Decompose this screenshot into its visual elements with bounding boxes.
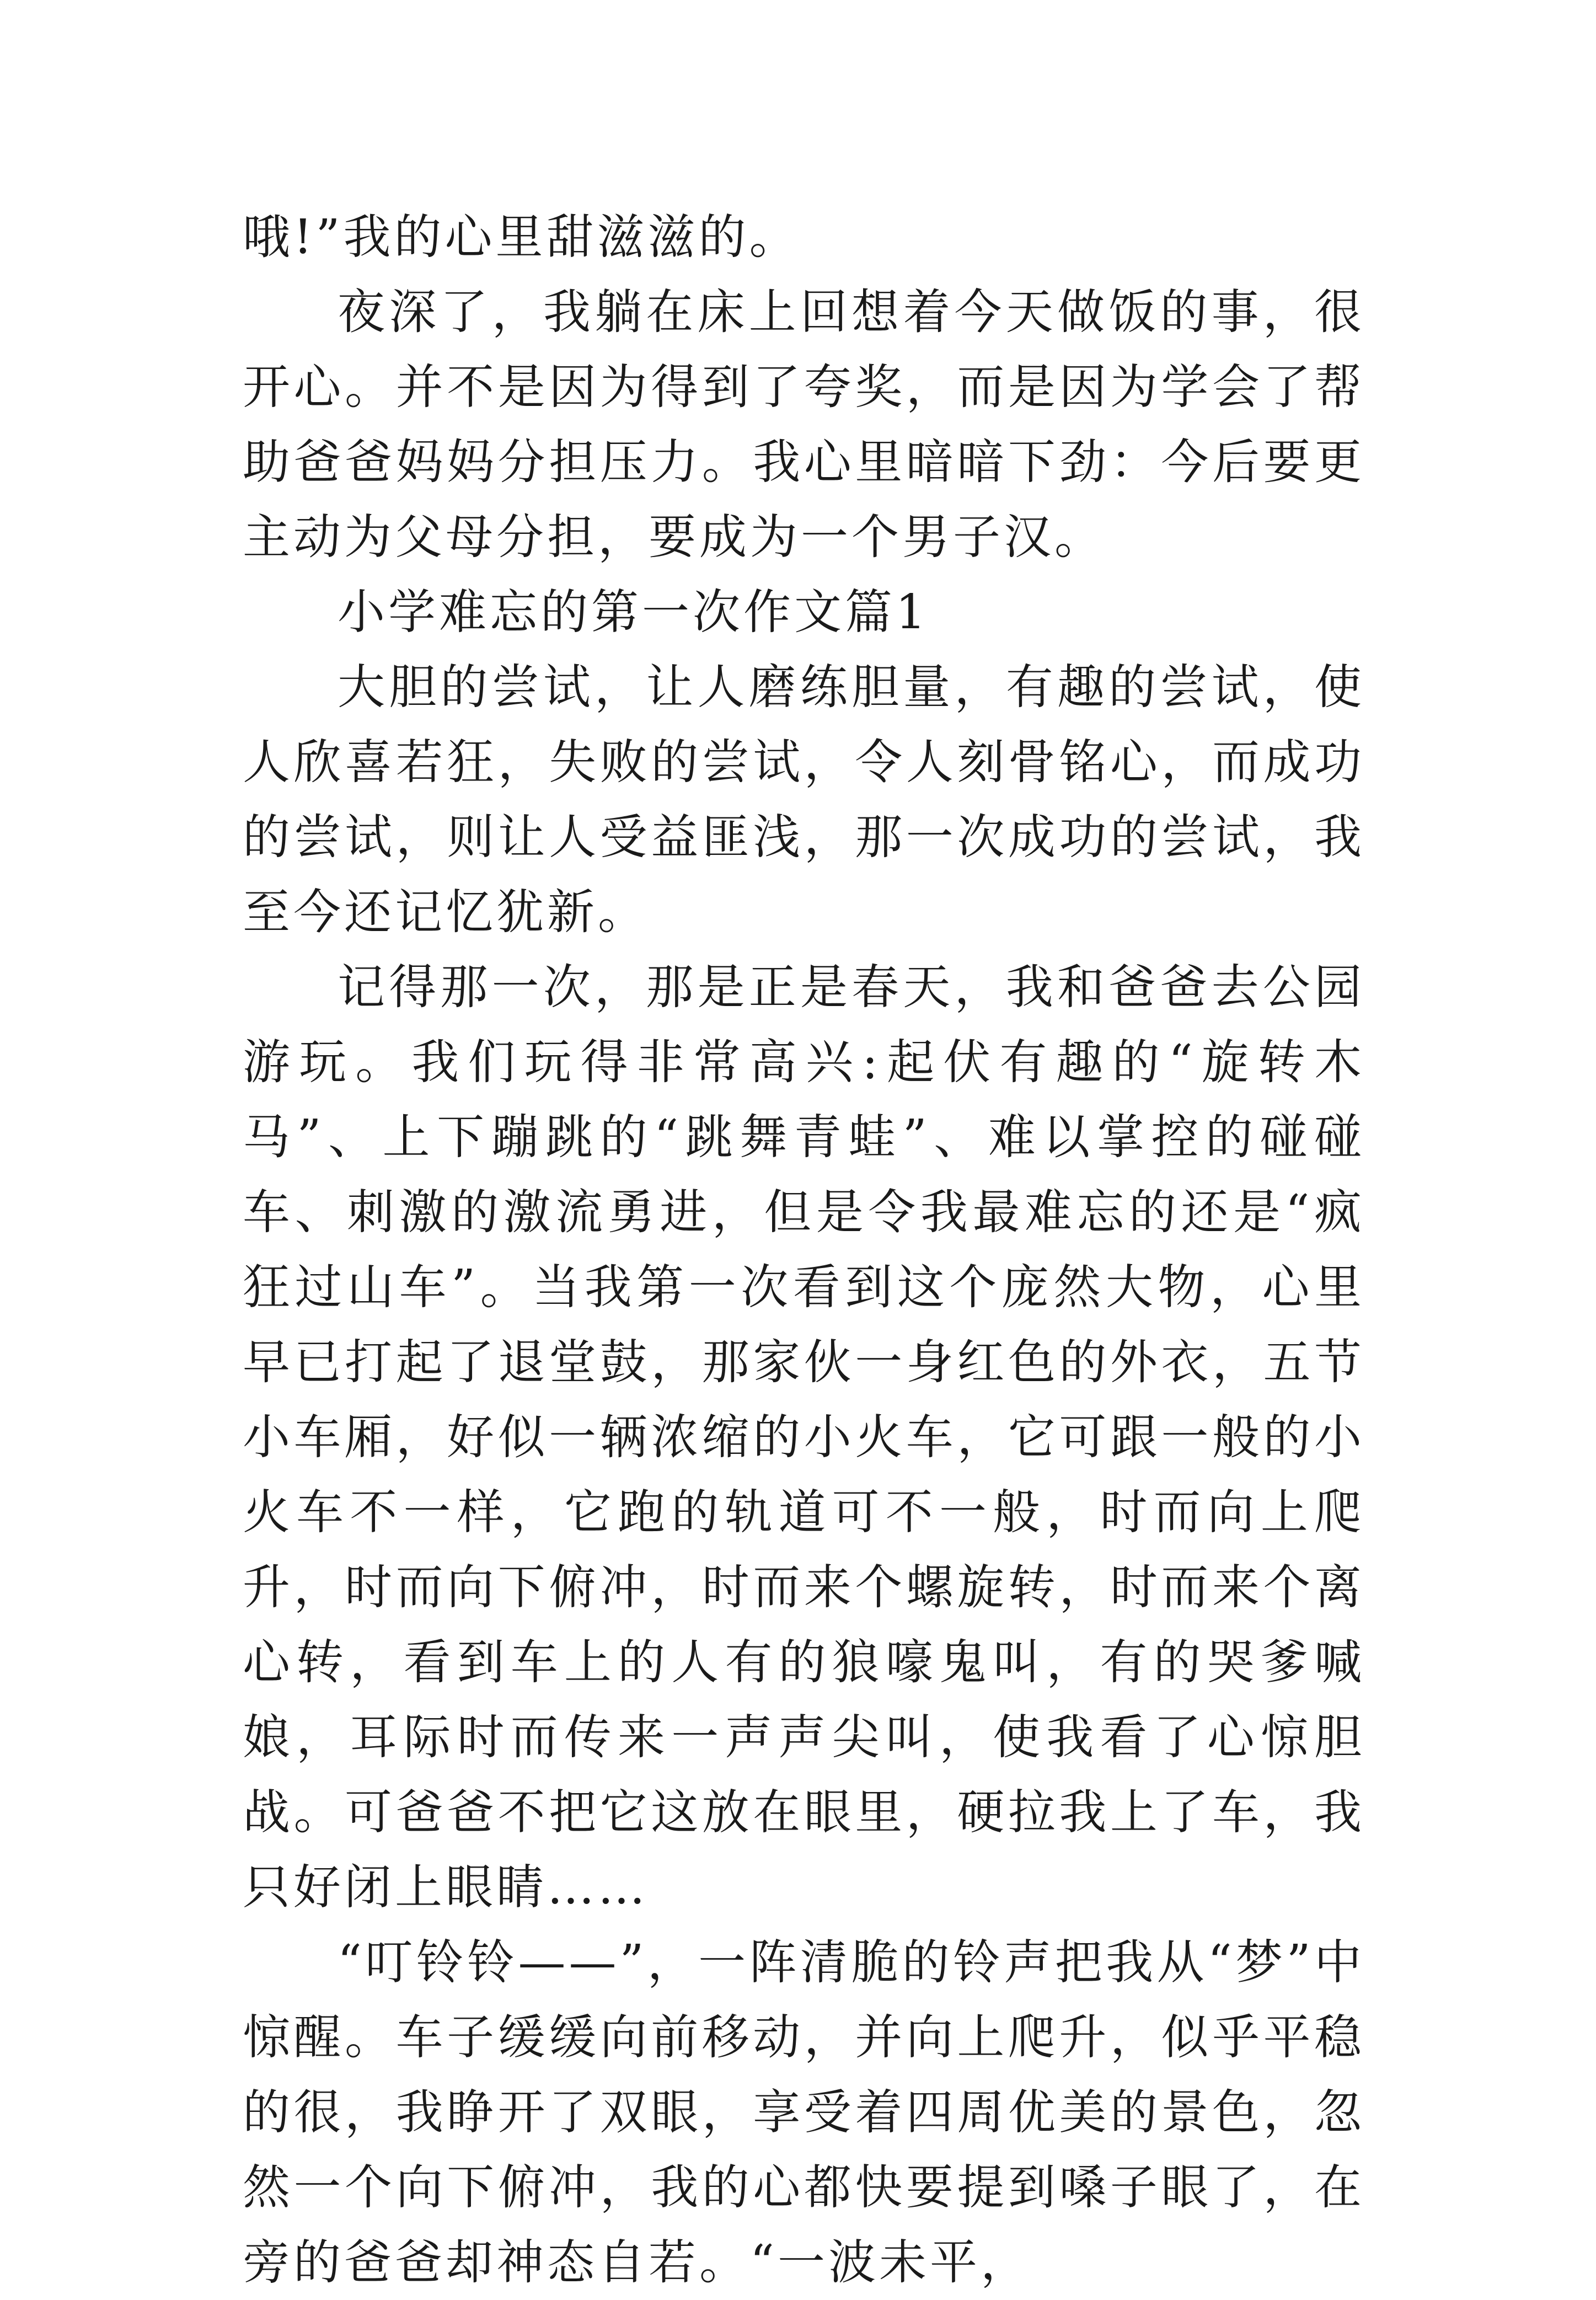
document-body — [243, 200, 1365, 2300]
paragraph-ride: “叮铃铃——”，一阵清脆的铃声把我从“梦”中惊醒。车子缓缓向前移动，并向上爬升，似乎平稳的很，我睁开了双眼，享受着四周优美的景色，忽然一个向下俯冲，我的心都快要提到嗓子眼了，在旁的爸爸却神态自若。“一波未平， — [243, 1935, 1365, 2290]
paragraph-park-story: 记得那一次，那是正是春天，我和爸爸去公园游玩。我们玩得非常高兴:起伏有趣的“旋转木马”、上下蹦跳的“跳舞青蛙”、难以掌控的碰碰车、刺激的激流勇进，但是令我最难忘的还是“疯狂过山车”。当我第一次看到这个庞然大物，心里早已打起了退堂鼓，那家伙一身红色的外衣，五节小车厢，好似一辆浓缩的小火车，它可跟一般的小火车不一样，它跑的轨道可不一般，时而向上爬升，时而向下俯冲，时而来个螺旋转，时而来个离心转，看到车上的人有的狼嚎鬼叫，有的哭爹喊娘，耳际时而传来一声声尖叫，使我看了心惊胆战。可爸爸不把它这放在眼里，硬拉我上了车，我只好闭上眼睛…… — [243, 960, 1365, 1915]
paragraph-night-reflection: 夜深了，我躺在床上回想着今天做饭的事，很开心。并不是因为得到了夸奖，而是因为学会了帮助爸爸妈妈分担压力。我心里暗暗下劲：今后要更主动为父母分担，要成为一个男子汉。 — [243, 285, 1365, 565]
paragraph-continuation: 哦!”我的心里甜滋滋的。 — [243, 210, 800, 265]
paragraph-intro: 大胆的尝试，让人磨练胆量，有趣的尝试，使人欣喜若狂，失败的尝试，令人刻骨铭心，而成功的尝试，则让人受益匪浅，那一次成功的尝试，我至今还记忆犹新。 — [243, 660, 1365, 940]
section-title: 小学难忘的第一次作文篇1 — [338, 585, 929, 640]
